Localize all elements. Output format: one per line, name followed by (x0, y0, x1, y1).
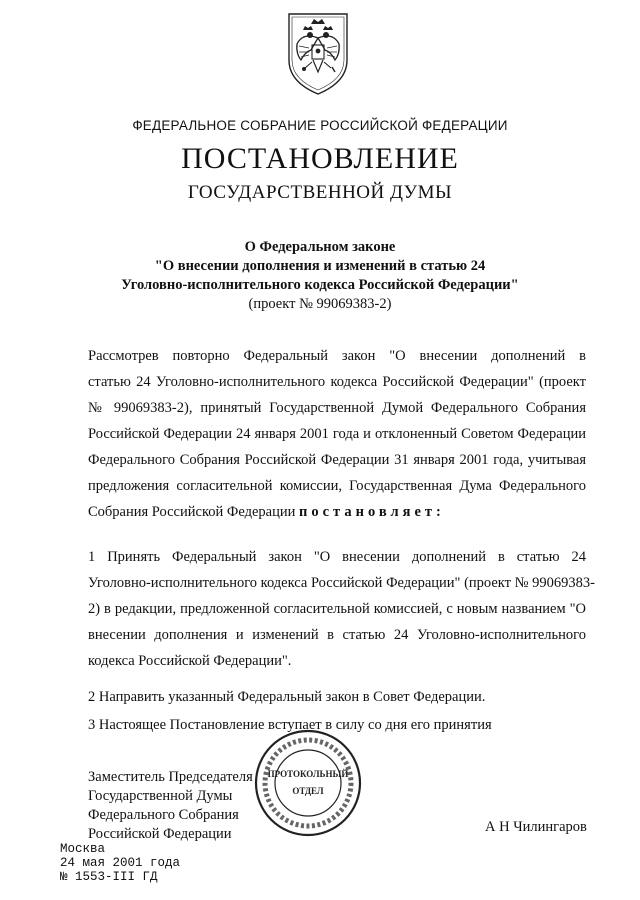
document-subject (0, 238, 640, 314)
paragraph-line: 2 Направить указанный Федеральный закон в Совет Федерации. (88, 689, 486, 705)
signature-title-line: Государственной Думы (88, 788, 233, 804)
paragraph-line: внесении дополнения и изменений в статью 24 Уголовно-исполнительного (88, 627, 586, 643)
paragraph-line: предложения согласительной комиссии, Государственная Дума Федерального (88, 478, 586, 494)
paragraph-line: Собрания Российской Федерации (88, 504, 296, 520)
stamp-text-bottom: ОТДЕЛ (292, 786, 324, 796)
paragraph-line: 1 Принять Федеральный закон "О внесении дополнений в статью 24 (88, 549, 586, 565)
stamp-text-top: ПРОТОКОЛЬНЫЙ (267, 769, 349, 779)
footer-date: 24 мая 2001 года (60, 856, 181, 870)
body-paragraph-1 (88, 343, 586, 525)
paragraph-line-last (88, 499, 586, 525)
footer-number: № 1553-III ГД (60, 870, 158, 884)
document-footer (60, 842, 180, 884)
paragraph-line: кодекса Российской Федерации". (88, 653, 292, 669)
paragraph-line: Рассмотрев повторно Федеральный закон "О внесении дополнений в (88, 348, 586, 364)
coat-of-arms-emblem (283, 10, 353, 96)
paragraph-line: Федерального Собрания Российской Федерации 31 января 2001 года, учитывая (88, 452, 586, 468)
resolution-keyword: постановляет: (299, 504, 445, 520)
body-paragraph-3 (88, 684, 586, 710)
paragraph-line: Российской Федерации 24 января 2001 года и отклоненный Советом Федерации (88, 426, 586, 442)
signature-title (88, 768, 253, 844)
document-type-subtitle: ГОСУДАРСТВЕННОЙ ДУМЫ (187, 182, 453, 203)
document-type-title: ПОСТАНОВЛЕНИЕ (181, 142, 459, 175)
signature-title-line: Российской Федерации (88, 826, 232, 842)
subject-line-1: О Федеральном законе (244, 239, 396, 255)
paragraph-line: 2) в редакции, предложенной согласительной комиссией, с новым названием "О (88, 601, 586, 617)
paragraph-line: 3 Настоящее Постановление вступает в силу со дня его принятия (88, 717, 492, 733)
official-stamp (253, 728, 363, 838)
body-paragraph-2 (88, 544, 595, 674)
subject-line-2: "О внесении дополнения и изменений в статью 24 (154, 258, 486, 274)
paragraph-line: Уголовно-исполнительного кодекса Российской Федерации" (проект № 99069383- (88, 575, 595, 591)
signature-title-line: Заместитель Председателя (88, 769, 253, 785)
footer-city: Москва (60, 842, 106, 856)
paragraph-line: статью 24 Уголовно-исполнительного кодекса Российской Федерации" (проект (88, 374, 586, 390)
subject-line-4: (проект № 99069383-2) (248, 296, 392, 312)
signature-title-line: Федерального Собрания (88, 807, 239, 823)
subject-line-3: Уголовно-исполнительного кодекса Российской Федерации" (121, 277, 519, 293)
signer-name: А Н Чилингаров (485, 819, 587, 835)
paragraph-line: № 99069383-2), принятый Государственной Думой Федерального Собрания (88, 400, 586, 416)
organization-title: ФЕДЕРАЛЬНОЕ СОБРАНИЕ РОССИЙСКОЙ ФЕДЕРАЦИИ (132, 118, 508, 133)
